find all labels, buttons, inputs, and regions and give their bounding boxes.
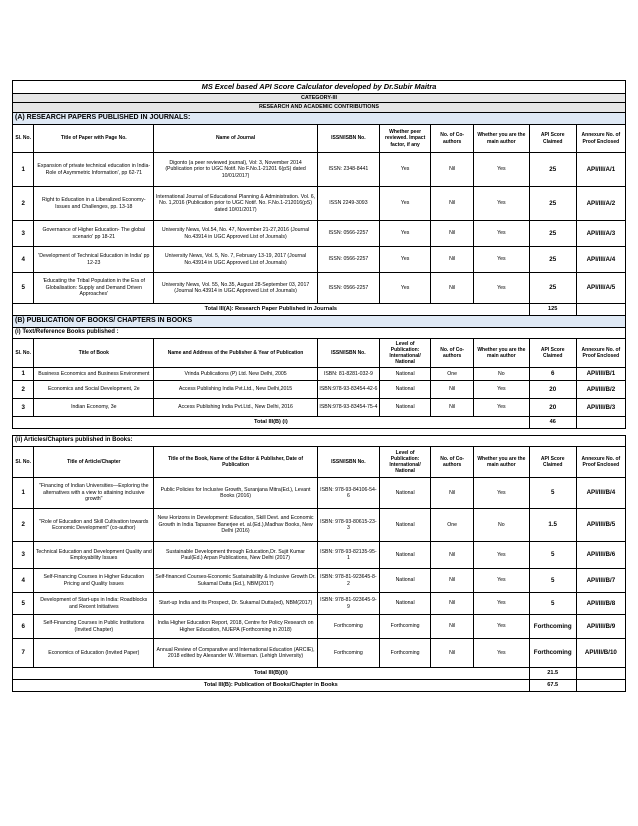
journal-cell: University News, Vol. 5, No. 7, February 13-19, 2017 (Journal No.43914 in UGC Approved List of Journals) <box>154 247 318 273</box>
title-cell: Economics of Education (Invited Paper) <box>34 639 154 668</box>
main-author-header: Whether you are the main author <box>474 447 530 478</box>
co-authors-cell: Nil <box>431 478 474 509</box>
section-b2-total <box>13 668 626 680</box>
sl-no-cell: 1 <box>13 368 34 381</box>
peer-review-cell: Yes <box>379 221 430 247</box>
main-author-cell: Yes <box>474 187 530 221</box>
journal-cell: India Higher Education Report, 2018, Centre for Policy Research on Higher Education, NUEPA (Forthcoming in 2018) <box>154 615 318 639</box>
journal-cell: Sustainable Development through Education,Dr. Sujit Kumar Paul(Ed.) Arpan Publications, New Delhi (2017) <box>154 542 318 569</box>
co-authors-cell: Nil <box>431 153 474 187</box>
api-score-cell: 25 <box>529 221 576 247</box>
section-b-total <box>13 680 626 692</box>
journal-cell: Public Policies for Inclusive Growth, Suranjana Mitra(Ed.), Levant Books (2016) <box>154 478 318 509</box>
table-row <box>13 247 626 273</box>
main-author-cell: Yes <box>474 153 530 187</box>
peer-review-cell: National <box>379 368 430 381</box>
table-header-row <box>13 447 626 478</box>
api-score-cell: 20 <box>529 399 576 417</box>
empty-cell <box>576 304 625 316</box>
title-cell: Right to Education in a Liberalized Economy- Issues and Challenges, pp. 13-18 <box>34 187 154 221</box>
sl-no-cell: 3 <box>13 542 34 569</box>
isbn-cell: ISBN: 978-93-84106-54-6 <box>317 478 379 509</box>
co-authors-cell: Nil <box>431 399 474 417</box>
main-author-cell: Yes <box>474 615 530 639</box>
api-score-sheet <box>12 80 626 692</box>
journal-header: Title of the Book, Name of the Editor & Publisher, Date of Publication <box>154 447 318 478</box>
annexure-cell: API/III/B/9 <box>576 615 625 639</box>
annexure-cell: API/III/B/7 <box>576 569 625 593</box>
journal-cell: Vrinda Publications (P) Ltd. New Delhi, 2005 <box>154 368 318 381</box>
co-authors-header: No. of Co- authors <box>431 125 474 153</box>
section-a-heading: (A) RESEARCH PAPERS PUBLISHED IN JOURNALS: <box>13 113 626 125</box>
isbn-cell: Forthcoming <box>317 615 379 639</box>
sl-no-cell: 3 <box>13 399 34 417</box>
section-b-total-label: Total III(B): Publication of Books/Chapter in Books <box>13 680 530 692</box>
isbn-cell: ISSN 2249-3093 <box>317 187 379 221</box>
co-authors-cell: Nil <box>431 639 474 668</box>
co-authors-header: No. of Co- authors <box>431 339 474 368</box>
api-score-cell: 5 <box>529 542 576 569</box>
api-score-cell: 25 <box>529 273 576 304</box>
isbn-cell: ISBN: 81-8281-032-9 <box>317 368 379 381</box>
sl-no-cell: 6 <box>13 615 34 639</box>
annexure-header: Annexure No. of Proof Enclosed <box>576 447 625 478</box>
co-authors-cell: Nil <box>431 273 474 304</box>
api-score-cell: 25 <box>529 187 576 221</box>
journal-cell: University News, Vol.54, No. 47, November 21-27,2016 (Journal No.43914 in UGC Approved List of Journals) <box>154 221 318 247</box>
annexure-cell: API/III/B/3 <box>576 399 625 417</box>
peer-review-cell: Yes <box>379 247 430 273</box>
title-cell: 'Educating the Tribal Population in the Era of Globalisation: Supply and Demand Driven Approaches' <box>34 273 154 304</box>
annexure-cell: API/III/B/5 <box>576 509 625 542</box>
journal-cell: Access Publishing India Pvt.Ltd., New Delhi,2015 <box>154 381 318 399</box>
section-a-total <box>13 304 626 316</box>
co-authors-cell: One <box>431 509 474 542</box>
table-header-row <box>13 125 626 153</box>
sl-no-header: Sl. No. <box>13 339 34 368</box>
table-row <box>13 153 626 187</box>
co-authors-cell: Nil <box>431 187 474 221</box>
isbn-cell: Forthcoming <box>317 639 379 668</box>
peer-review-cell: National <box>379 569 430 593</box>
main-author-header: Whether you are the main author <box>474 125 530 153</box>
section-b1-total-label: Total III(B) (i) <box>13 417 530 429</box>
journal-cell: New Horizons in Development: Education, Skill Devt. and Economic Growth in India Tapasree Banerjee et. al.(Ed.),Madhav Books, New Delhi (2016) <box>154 509 318 542</box>
empty-cell <box>576 680 625 692</box>
table-row <box>13 542 626 569</box>
table-row <box>13 509 626 542</box>
isbn-cell: ISSN: 0566-2257 <box>317 247 379 273</box>
isbn-cell: ISBN: 978-81-923645-9-9 <box>317 593 379 615</box>
section-b1-heading-cell: (i) Text/Reference Books published : <box>13 328 626 339</box>
isbn-cell: ISBN: 978-93-80615-23-3 <box>317 509 379 542</box>
title-header: Title of Paper with Page No. <box>34 125 154 153</box>
spacer-row <box>13 429 626 436</box>
table-row <box>13 478 626 509</box>
peer-review-header: Level of Publication: International/ National <box>379 339 430 368</box>
api-score-cell: 6 <box>529 368 576 381</box>
journal-header: Name and Address of the Publisher & Year of Publication <box>154 339 318 368</box>
table-row <box>13 368 626 381</box>
section-b2-heading <box>13 436 626 447</box>
title-cell: Economics and Social Development, 2e <box>34 381 154 399</box>
api-score-header: API Score Claimed <box>529 447 576 478</box>
api-score-header: API Score Claimed <box>529 125 576 153</box>
title-cell: Self-Financing Courses in Higher Education Pricing and Quality Issues <box>34 569 154 593</box>
sl-no-cell: 3 <box>13 221 34 247</box>
api-score-table <box>12 80 626 692</box>
isbn-cell: ISBN:978-93-83454-75-4 <box>317 399 379 417</box>
section-b-heading-cell: (B) PUBLICATION OF BOOKS/ CHAPTERS IN BOOKS <box>13 316 626 328</box>
table-row <box>13 615 626 639</box>
co-authors-cell: Nil <box>431 615 474 639</box>
title-header: Title of Book <box>34 339 154 368</box>
sl-no-cell: 7 <box>13 639 34 668</box>
api-score-cell: Forthcoming <box>529 615 576 639</box>
peer-review-cell: Forthcoming <box>379 639 430 668</box>
section-a-total-value: 125 <box>529 304 576 316</box>
peer-review-cell: Yes <box>379 153 430 187</box>
title-header: Title of Article/Chapter <box>34 447 154 478</box>
annexure-cell: API/III/A/3 <box>576 221 625 247</box>
section-b2-heading-cell: (ii) Articles/Chapters published in Books: <box>13 436 626 447</box>
co-authors-cell: Nil <box>431 247 474 273</box>
sl-no-cell: 2 <box>13 187 34 221</box>
main-author-cell: Yes <box>474 478 530 509</box>
title-cell: Business Economics and Business Environment <box>34 368 154 381</box>
isbn-header: ISSN/ISBN No. <box>317 125 379 153</box>
empty-cell <box>576 668 625 680</box>
peer-review-cell: National <box>379 509 430 542</box>
main-author-cell: Yes <box>474 273 530 304</box>
title-cell: Governance of Higher Education- The global scenario' pp 18-21 <box>34 221 154 247</box>
sl-no-header: Sl. No. <box>13 125 34 153</box>
api-score-cell: 1.5 <box>529 509 576 542</box>
journal-cell: Access Publishing India Pvt.Ltd., New Delhi, 2016 <box>154 399 318 417</box>
sl-no-cell: 5 <box>13 593 34 615</box>
main-author-cell: Yes <box>474 542 530 569</box>
peer-review-cell: National <box>379 542 430 569</box>
api-score-cell: 5 <box>529 569 576 593</box>
table-body <box>13 81 626 692</box>
isbn-cell: ISBN:978-93-83454-42-6 <box>317 381 379 399</box>
sl-no-cell: 4 <box>13 247 34 273</box>
main-author-cell: Yes <box>474 639 530 668</box>
section-b1-heading <box>13 328 626 339</box>
peer-review-cell: National <box>379 478 430 509</box>
sl-no-cell: 4 <box>13 569 34 593</box>
co-authors-cell: Nil <box>431 381 474 399</box>
peer-review-cell: National <box>379 381 430 399</box>
title-cell: Technical Education and Development Quality and Employability Issues <box>34 542 154 569</box>
title-cell: Development of Start-ups in India: Roadblocks and Recent Initiatives <box>34 593 154 615</box>
title-cell: Expansion of private technical education in India- Role of Asymmetric Information', pp 62-71 <box>34 153 154 187</box>
category-label: CATEGORY-III <box>13 94 626 103</box>
section-b-heading <box>13 316 626 328</box>
sheet-title: MS Excel based API Score Calculator developed by Dr.Subir Maitra <box>13 81 626 94</box>
table-header-row <box>13 339 626 368</box>
annexure-cell: API/III/B/2 <box>576 381 625 399</box>
contributions-label: RESEARCH AND ACADEMIC CONTRIBUTIONS <box>13 103 626 113</box>
title-cell: "Role of Education and Skill Cultivation towards Economic Development" (co-author) <box>34 509 154 542</box>
isbn-cell: ISBN: 978-93-82135-95-1 <box>317 542 379 569</box>
journal-cell: Digonto (a peer reviewed journal), Vol: 3, November 2014 (Publication prior to UGC Notif. No F.No.1-21201 6(pS) dated 10/01/2017) <box>154 153 318 187</box>
isbn-cell: ISBN: 978-81-923645-8-2 <box>317 569 379 593</box>
api-score-cell: 25 <box>529 153 576 187</box>
journal-cell: Annual Review of Comparative and International Education (ARCIE), 2018 edited by Alexander W. Wiseman. (Lehigh University) <box>154 639 318 668</box>
main-author-cell: Yes <box>474 569 530 593</box>
annexure-header: Annexure No. of Proof Enclosed <box>576 339 625 368</box>
peer-review-cell: Yes <box>379 273 430 304</box>
annexure-cell: API/III/B/4 <box>576 478 625 509</box>
table-row <box>13 273 626 304</box>
title-cell: Self-Financing Courses in Public Institutions (Invited Chapter) <box>34 615 154 639</box>
annexure-cell: API/III/A/1 <box>576 153 625 187</box>
api-score-cell: 5 <box>529 593 576 615</box>
section-a-total-label: Total III(A): Research Paper Published in Journals <box>13 304 530 316</box>
peer-review-cell: National <box>379 399 430 417</box>
table-row <box>13 569 626 593</box>
journal-header: Name of Journal <box>154 125 318 153</box>
main-author-cell: Yes <box>474 381 530 399</box>
main-author-cell: Yes <box>474 221 530 247</box>
section-b2-total-value: 21.5 <box>529 668 576 680</box>
table-row <box>13 221 626 247</box>
api-score-cell: Forthcoming <box>529 639 576 668</box>
main-author-cell: Yes <box>474 247 530 273</box>
section-b1-total <box>13 417 626 429</box>
peer-review-cell: National <box>379 593 430 615</box>
table-row <box>13 187 626 221</box>
spacer <box>13 429 626 436</box>
annexure-cell: API/III/B/10 <box>576 639 625 668</box>
sl-no-cell: 2 <box>13 381 34 399</box>
annexure-header: Annexure No. of Proof Enclosed <box>576 125 625 153</box>
co-authors-cell: Nil <box>431 569 474 593</box>
table-row <box>13 639 626 668</box>
api-score-cell: 5 <box>529 478 576 509</box>
isbn-cell: ISSN: 0566-2257 <box>317 273 379 304</box>
journal-cell: Start-up India and its Prospect, Dr. Sukamal Dutta(ed), NBM(2017) <box>154 593 318 615</box>
co-authors-cell: Nil <box>431 221 474 247</box>
sl-no-cell: 1 <box>13 478 34 509</box>
sl-no-cell: 5 <box>13 273 34 304</box>
co-authors-header: No. of Co- authors <box>431 447 474 478</box>
annexure-cell: API/III/A/4 <box>576 247 625 273</box>
co-authors-cell: One <box>431 368 474 381</box>
empty-cell <box>576 417 625 429</box>
sl-no-cell: 1 <box>13 153 34 187</box>
journal-cell: Self-financed Courses-Economic Sustainability & Inclusive Growth Dr. Sukamal Datta (Ed.), NBM(2017) <box>154 569 318 593</box>
peer-review-header: Whether peer reviewed. Impact factor, if any <box>379 125 430 153</box>
peer-review-header: Level of Publication: International/ National <box>379 447 430 478</box>
api-score-cell: 20 <box>529 381 576 399</box>
journal-cell: University News, Vol. 55, No.35, August 28-September 03, 2017 (Journal No.43914 in UGC Approved List of Journals) <box>154 273 318 304</box>
table-row <box>13 593 626 615</box>
section-b1-total-value: 46 <box>529 417 576 429</box>
main-author-cell: Yes <box>474 399 530 417</box>
main-author-cell: No <box>474 509 530 542</box>
peer-review-cell: Forthcoming <box>379 615 430 639</box>
annexure-cell: API/III/A/2 <box>576 187 625 221</box>
title-cell: 'Development of Technical Education in India' pp 12-23 <box>34 247 154 273</box>
table-row <box>13 399 626 417</box>
main-author-header: Whether you are the main author <box>474 339 530 368</box>
main-author-cell: Yes <box>474 593 530 615</box>
table-row <box>13 381 626 399</box>
api-score-header: API Score Claimed <box>529 339 576 368</box>
annexure-cell: API/III/B/8 <box>576 593 625 615</box>
peer-review-cell: Yes <box>379 187 430 221</box>
annexure-cell: API/III/B/1 <box>576 368 625 381</box>
section-b-total-value: 67.5 <box>529 680 576 692</box>
section-b2-total-label: Total III(B)(ii) <box>13 668 530 680</box>
title-cell: Indian Economy, 3e <box>34 399 154 417</box>
sl-no-cell: 2 <box>13 509 34 542</box>
title-cell: "Financing of Indian Universities—Exploring the alternatives with a view to attaining inclusive growth" <box>34 478 154 509</box>
main-author-cell: No <box>474 368 530 381</box>
api-score-cell: 25 <box>529 247 576 273</box>
co-authors-cell: Nil <box>431 542 474 569</box>
isbn-header: ISSN/ISBN No. <box>317 447 379 478</box>
annexure-cell: API/III/A/5 <box>576 273 625 304</box>
journal-cell: International Journal of Educational Planning & Administration. Vol. 6, No. 1,2016 (Publication prior to UGC Notif. No. F.No.1-212016(pS) dated 10/01/2017) <box>154 187 318 221</box>
isbn-cell: ISSN: 0566-2257 <box>317 221 379 247</box>
isbn-cell: ISSN: 2348-8441 <box>317 153 379 187</box>
co-authors-cell: Nil <box>431 593 474 615</box>
isbn-header: ISSN/ISBN No. <box>317 339 379 368</box>
sl-no-header: Sl. No. <box>13 447 34 478</box>
annexure-cell: API/III/B/6 <box>576 542 625 569</box>
